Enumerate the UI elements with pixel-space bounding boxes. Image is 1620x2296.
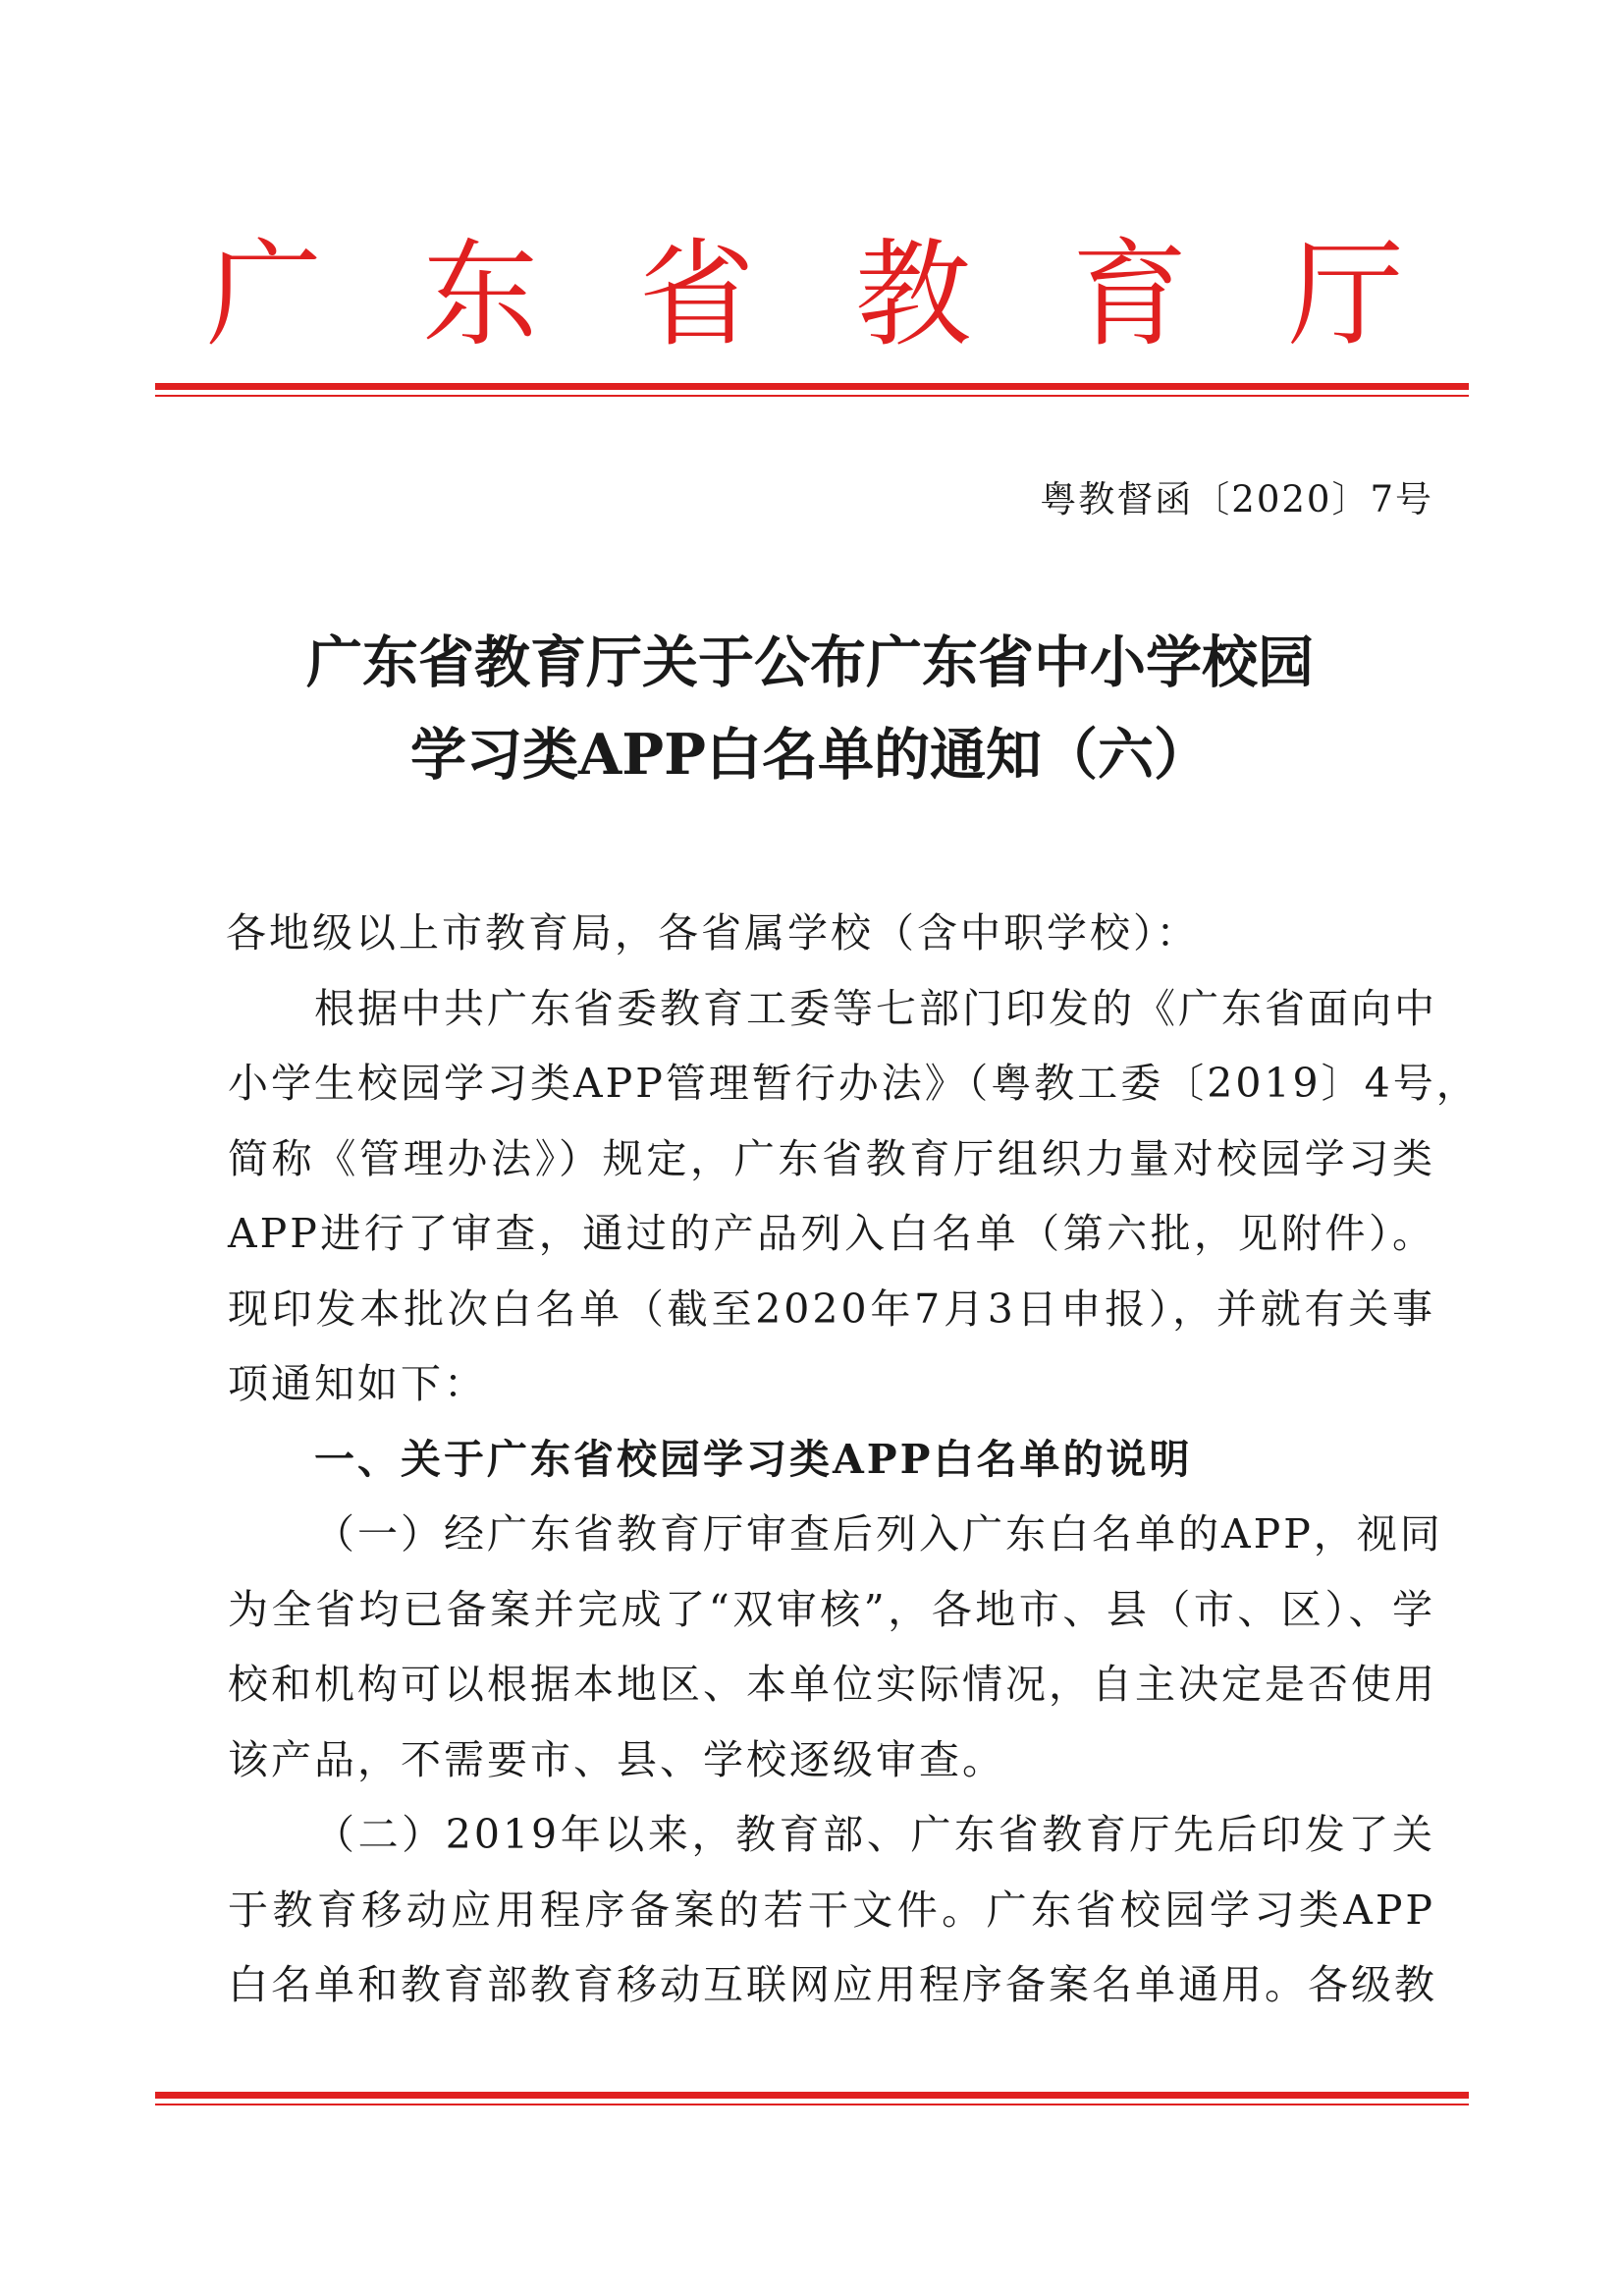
paragraph-line: 项通知如下： [228, 1360, 487, 1407]
masthead-char: 育 [1071, 227, 1188, 362]
top-red-rule [155, 383, 1469, 397]
bottom-rule-thick [155, 2092, 1469, 2099]
paragraph-line: 该产品，不需要市、县、学校逐级审查。 [228, 1735, 1005, 1783]
bottom-rule-thin [155, 2104, 1469, 2105]
masthead-char: 厅 [1287, 227, 1404, 362]
title-line-2: 学习类APP白名单的通知（六） [410, 722, 1210, 788]
paragraph-line: 小学生校园学习类APP管理暂行办法》（粤教工委〔2019〕4号， [228, 1060, 1480, 1107]
paragraph-line: （一）经广东省教育厅审查后列入广东白名单的APP，视同 [314, 1510, 1443, 1558]
paragraph-line: 简称《管理办法》）规定，广东省教育厅组织力量对校园学习类 [228, 1134, 1435, 1182]
document-title [157, 617, 1463, 801]
document-number: 粤教督函〔2020〕7号 [1040, 478, 1433, 520]
masthead-char: 教 [855, 227, 972, 362]
masthead-char: 广 [206, 227, 323, 362]
paragraph-line: APP进行了审查，通过的产品列入白名单（第六批，见附件）。 [228, 1210, 1435, 1257]
document-body [226, 896, 1480, 2023]
paragraph-line: （二）2019年以来，教育部、广东省教育厅先后印发了关 [314, 1811, 1435, 1858]
top-rule-thin [155, 395, 1469, 397]
salutation: 各地级以上市教育局，各省属学校（含中职学校）： [226, 909, 1200, 957]
masthead-char: 省 [638, 227, 755, 362]
bottom-red-rule [155, 2092, 1469, 2105]
title-line-1: 广东省教育厅关于公布广东省中小学校园 [306, 629, 1314, 695]
paragraph-line: 为全省均已备案并完成了“双审核”，各地市、县（市、区）、学 [228, 1585, 1435, 1633]
masthead-char: 东 [422, 227, 539, 362]
masthead [206, 221, 1404, 368]
paragraph-line: 校和机构可以根据本地区、本单位实际情况，自主决定是否使用 [228, 1661, 1437, 1708]
paragraph-line: 根据中共广东省委教育工委等七部门印发的《广东省面向中 [314, 984, 1437, 1032]
paragraph-line: 于教育移动应用程序备案的若干文件。广东省校园学习类APP [228, 1886, 1435, 1934]
paragraph-line: 白名单和教育部教育移动互联网应用程序备案名单通用。各级教 [228, 1961, 1437, 2008]
paragraph-line: 现印发本批次白名单（截至2020年7月3日申报），并就有关事 [228, 1285, 1435, 1333]
section-heading: 一、关于广东省校园学习类APP白名单的说明 [314, 1435, 1193, 1483]
top-rule-thick [155, 383, 1469, 390]
